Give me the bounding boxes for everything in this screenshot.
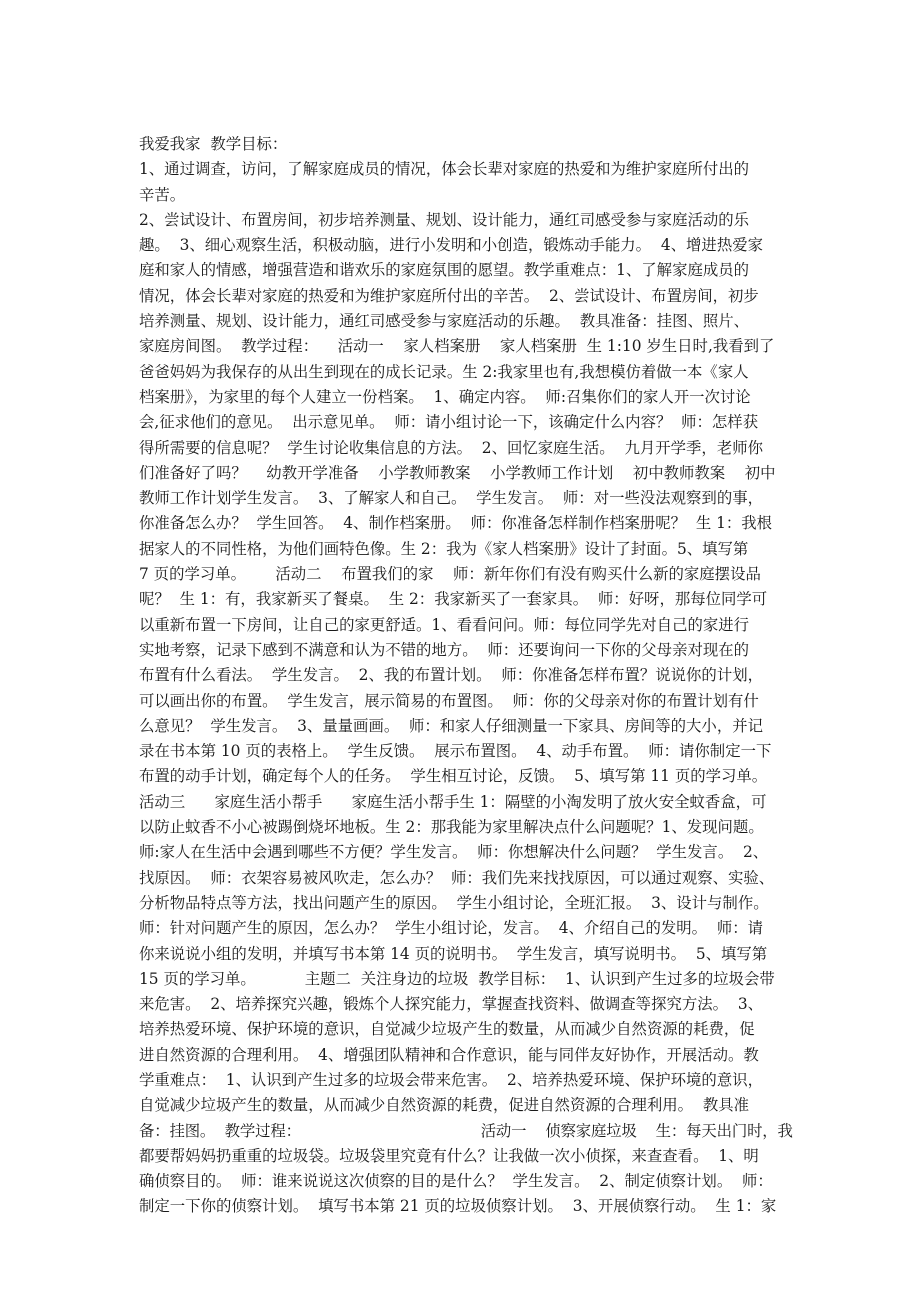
text-line: 档案册》，为家里的每个人建立一份档案。 1、确定内容。 师:召集你们的家人开一次讨论 <box>139 387 751 406</box>
text-line: 呢？ 生 1：有，我家新买了餐桌。 生 2：我家新买了一套家具。 师：好呀，那每位同学可 <box>139 590 768 609</box>
text-line: 15 页的学习单。 主题二 关注身边的垃圾 教学目标： 1、认识到产生过多的垃圾会带 <box>139 969 775 988</box>
text-line: 1、通过调查，访问，了解家庭成员的情况，体会长辈对家庭的热爱和为维护家庭所付出的 <box>139 160 750 179</box>
text-line: 据家人的不同性格，为他们画特色像。生 2：我为《家人档案册》设计了封面。5、填写第 <box>139 539 749 558</box>
text-line: 布置的动手计划，确定每个人的任务。 学生相互讨论，反馈。 5、填写第 11 页的学习单。 <box>139 767 768 786</box>
text-line: 来危害。 2、培养探究兴趣，锻炼个人探究能力，掌握查找资料、做调查等探究方法。 3、 <box>139 995 763 1014</box>
text-line: 你来说说小组的发明，并填写书本第 14 页的说明书。 学生发言，填写说明书。 5、填写第 <box>139 944 768 963</box>
text-line: 师：针对问题产生的原因，怎么办？ 学生小组讨论，发言。 4、介绍自己的发明。 师：请 <box>139 919 763 938</box>
text-line: 我爱我家 教学目标： <box>139 135 288 153</box>
text-line: 2、尝试设计、布置房间，初步培养测量、规划、设计能力，通红司感受参与家庭活动的乐 <box>139 210 750 229</box>
text-line: 分析物品特点等方法，找出问题产生的原因。 学生小组讨论，全班汇报。 3、设计与制作。 <box>139 893 769 912</box>
text-line: 确侦察目的。 师：谁来说说这次侦察的目的是什么？ 学生发言。 2、制定侦察计划。 师： <box>139 1172 773 1191</box>
text-line: 们准备好了吗？ 幼教开学准备 小学教师教案 小学教师工作计划 初中教师教案 初中 <box>139 463 776 482</box>
text-line: 趣。 3、细心观察生活，积极动脑，进行小发明和小创造，锻炼动手能力。 4、增进热爱家 <box>139 236 763 255</box>
text-line: 辛苦。 <box>139 185 186 204</box>
text-line: 以重新布置一下房间，让自己的家更舒适。1、看看问问。师：每位同学先对自己的家进行 <box>139 615 750 634</box>
text-line: 家庭房间图。 教学过程： 活动一 家人档案册 家人档案册 生 1:10 岁生日时,我看到了 <box>139 337 775 356</box>
text-line: 活动三 家庭生活小帮手 家庭生活小帮手生 1：隔壁的小淘发明了放火安全蚊香盒，可 <box>139 792 767 811</box>
text-line: 备：挂图。 教学过程： 活动一 侦察家庭垃圾 生：每天出门时，我 <box>139 1121 793 1140</box>
text-line: 会,征求他们的意见。 出示意见单。 师：请小组讨论一下，该确定什么内容？ 师：怎样获 <box>139 413 759 432</box>
text-line: 庭和家人的情感，增强营造和谐欢乐的家庭氛围的愿望。教学重难点：1、了解家庭成员的 <box>139 261 750 280</box>
text-line: 培养测量、规划、设计能力，通红司感受参与家庭活动的乐趣。 教具准备：挂图、照片、 <box>139 312 750 331</box>
text-line: 师:家人在生活中会遇到哪些不方便？学生发言。 师：你想解决什么问题？ 学生发言。 2、 <box>139 843 769 862</box>
text-line: 制定一下你的侦察计划。 填写书本第 21 页的垃圾侦察计划。 3、开展侦察行动。 生 1：家 <box>139 1197 777 1216</box>
text-line: 你准备怎么办？ 学生回答。 4、制作档案册。 师：你准备怎样制作档案册呢？ 生 1：我根 <box>139 514 773 533</box>
text-line: 可以画出你的布置。 学生发言，展示简易的布置图。 师：你的父母亲对你的布置计划有什 <box>139 691 759 710</box>
text-line: 培养热爱环境、保护环境的意识，自觉减少垃圾产生的数量，从而减少自然资源的耗费，促 <box>139 1020 755 1039</box>
text-line: 得所需要的信息呢？ 学生讨论收集信息的方法。 2、回忆家庭生活。 九月开学季，老师你 <box>139 438 763 457</box>
text-line: 实地考察，记录下感到不满意和认为不错的地方。 师：还要询问一下你的父母亲对现在的 <box>139 640 750 659</box>
text-line: 情况，体会长辈对家庭的热爱和为维护家庭所付出的辛苦。 2、尝试设计、布置房间，初步 <box>139 286 759 305</box>
text-line: 进自然资源的合理利用。 4、增强团队精神和合作意识，能与同伴友好协作，开展活动。教 <box>139 1045 759 1064</box>
text-line: 以防止蚊香不小心被踢倒烧坏地板。生 2：那我能为家里解决点什么问题呢？1、发现问题。 <box>139 818 764 837</box>
text-line: 爸爸妈妈为我保存的从出生到现在的成长记录。生 2:我家里也有,我想模仿着做一本《家人 <box>139 362 749 381</box>
text-line: 学重难点： 1、认识到产生过多的垃圾会带来危害。 2、培养热爱环境、保护环境的意识， <box>139 1070 763 1089</box>
text-line: 录在书本第 10 页的表格上。 学生反馈。 展示布置图。 4、动手布置。 师：请你制定一下 <box>139 742 772 761</box>
document-body <box>139 132 793 1220</box>
text-line: 都要帮妈妈扔重重的垃圾袋。垃圾袋里究竟有什么？让我做一次小侦探，来查查看。 1、明 <box>139 1146 759 1165</box>
text-line: 找原因。 师：衣架容易被风吹走，怎么办？ 师：我们先来找找原因，可以通过观察、实验、 <box>139 868 775 887</box>
text-line: 自觉减少垃圾产生的数量，从而减少自然资源的耗费，促进自然资源的合理利用。 教具准 <box>139 1096 750 1115</box>
text-line: 布置有什么看法。 学生发言。 2、我的布置计划。 师：你准备怎样布置？说说你的计划， <box>139 666 763 685</box>
text-line: 7 页的学习单。 活动二 布置我们的家 师：新年你们有没有购买什么新的家庭摆设品 <box>139 565 761 584</box>
text-line: 教师工作计划学生发言。 3、了解家人和自己。 学生发言。 师：对一些没法观察到的事， <box>139 489 763 508</box>
text-line: 么意见？ 学生发言。 3、量量画画。 师：和家人仔细测量一下家具、房间等的大小，并记 <box>139 716 763 735</box>
